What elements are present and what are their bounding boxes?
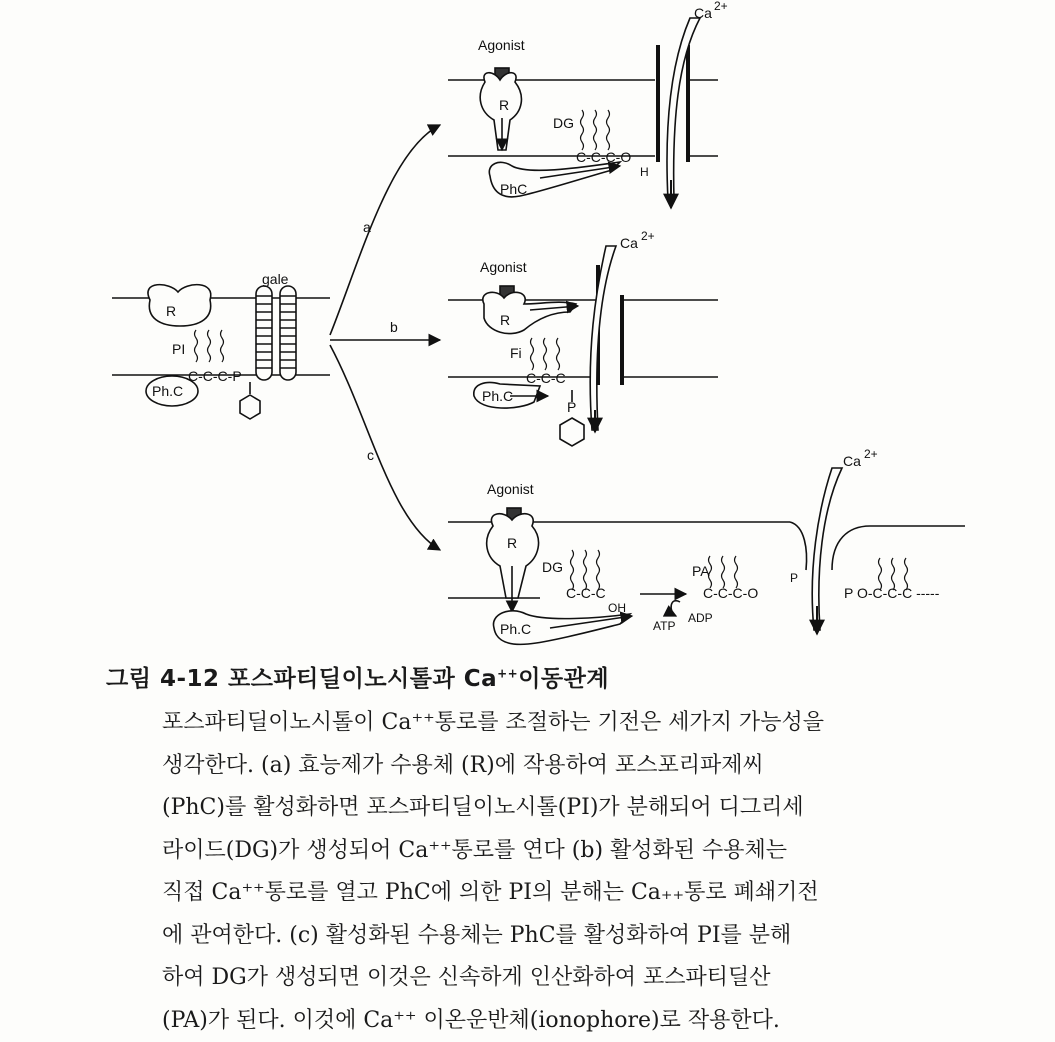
label-phc-c: Ph.C: [500, 621, 532, 637]
label-p-pa: P: [790, 571, 799, 585]
label-agonist-b: Agonist: [480, 259, 527, 275]
label-path-b: b: [390, 319, 398, 335]
label-phc-a: PhC: [500, 181, 528, 197]
label-ca-sup-a: 2+: [714, 0, 728, 13]
label-p-b: P: [567, 399, 577, 415]
label-r-a: R: [499, 97, 510, 113]
caption-sup: ++: [497, 666, 519, 681]
label-chain-left: C-C-C-P: [188, 368, 242, 384]
gate-coils: [256, 286, 296, 380]
label-ca-b: Ca: [620, 235, 638, 251]
body-line: 에 관여한다. (c) 활성화된 수용체는 PhC를 활성화하여 PI를 분해: [162, 922, 792, 948]
label-chain-b: C-C-C: [526, 370, 566, 386]
label-h-a: H: [640, 165, 649, 179]
arrow-a: [330, 125, 440, 335]
label-oh-c: OH: [608, 601, 626, 615]
caption-body: [162, 702, 982, 1042]
label-chain-pa: C-C-C-O: [703, 585, 759, 601]
label-atp: ATP: [653, 619, 676, 633]
label-dg-a: DG: [553, 115, 574, 131]
label-dg-c: DG: [542, 559, 563, 575]
body-line: (PA)가 된다. 이것에 Ca⁺⁺ 이온운반체(ionophore)로 작용한다.: [162, 1007, 780, 1033]
label-agonist-a: Agonist: [478, 37, 525, 53]
label-chain-tail: P O-C-C-C -----: [844, 585, 940, 601]
receptor-shape-b: [483, 292, 576, 333]
label-fi: Fi: [510, 345, 522, 361]
label-ca-sup-c: 2+: [864, 447, 878, 461]
label-pi: PI: [172, 341, 186, 357]
body-line: 하여 DG가 생성되면 이것은 신속하게 인산화하여 포스파티딜산: [162, 965, 771, 990]
label-r-b: R: [500, 312, 511, 328]
caption-title-end: 이동관계: [518, 666, 610, 692]
label-ca-c: Ca: [843, 453, 861, 469]
label-pa: PA: [692, 563, 710, 579]
label-r-c: R: [507, 535, 518, 551]
inositol-ring-left: [240, 395, 260, 419]
label-adp: ADP: [688, 611, 713, 625]
label-ca-a: Ca: [694, 5, 712, 21]
body-line: 포스파티딜이노시톨이 Ca⁺⁺통로를 조절하는 기전은 세가지 가능성을: [162, 710, 824, 735]
figure-caption: [106, 660, 609, 693]
label-agonist-c: Agonist: [487, 481, 534, 497]
ca-arrow-a: [667, 18, 700, 200]
panel-b: [448, 246, 718, 446]
body-line: 라이드(DG)가 생성되어 Ca⁺⁺통로를 연다 (b) 활성화된 수용체는: [162, 837, 788, 863]
label-gate: gale: [262, 271, 289, 287]
left-panel: [112, 285, 330, 419]
arrow-c: [330, 345, 440, 550]
body-line: 생각한다. (a) 효능제가 수용체 (R)에 작용하여 포스포리파제씨: [162, 752, 764, 778]
label-chain-c: C-C-C: [566, 585, 606, 601]
body-line: 직접 Ca⁺⁺통로를 열고 PhC에 의한 PI의 분해는 Ca₊₊통로 폐쇄기전: [162, 880, 819, 905]
label-phc-left: Ph.C: [152, 383, 184, 399]
label-ca-sup-b: 2+: [641, 229, 655, 243]
ca-arrow-b: [590, 246, 616, 430]
label-path-c: c: [367, 447, 374, 463]
label-phc-b: Ph.C: [482, 388, 514, 404]
label-chain-a: C-C-C-O: [576, 149, 632, 165]
body-line: (PhC)를 활성화하면 포스파티딜이노시톨(PI)가 분해되어 디그리세: [162, 795, 804, 820]
inositol-ring-b: [560, 418, 584, 446]
label-r-left: R: [166, 303, 177, 319]
label-path-a: a: [363, 219, 371, 235]
caption-title: 그림 4-12 포스파티딜이노시톨과 Ca: [106, 666, 498, 692]
receptor-shape-left: [148, 285, 211, 326]
ca-arrow-c: [812, 468, 842, 630]
